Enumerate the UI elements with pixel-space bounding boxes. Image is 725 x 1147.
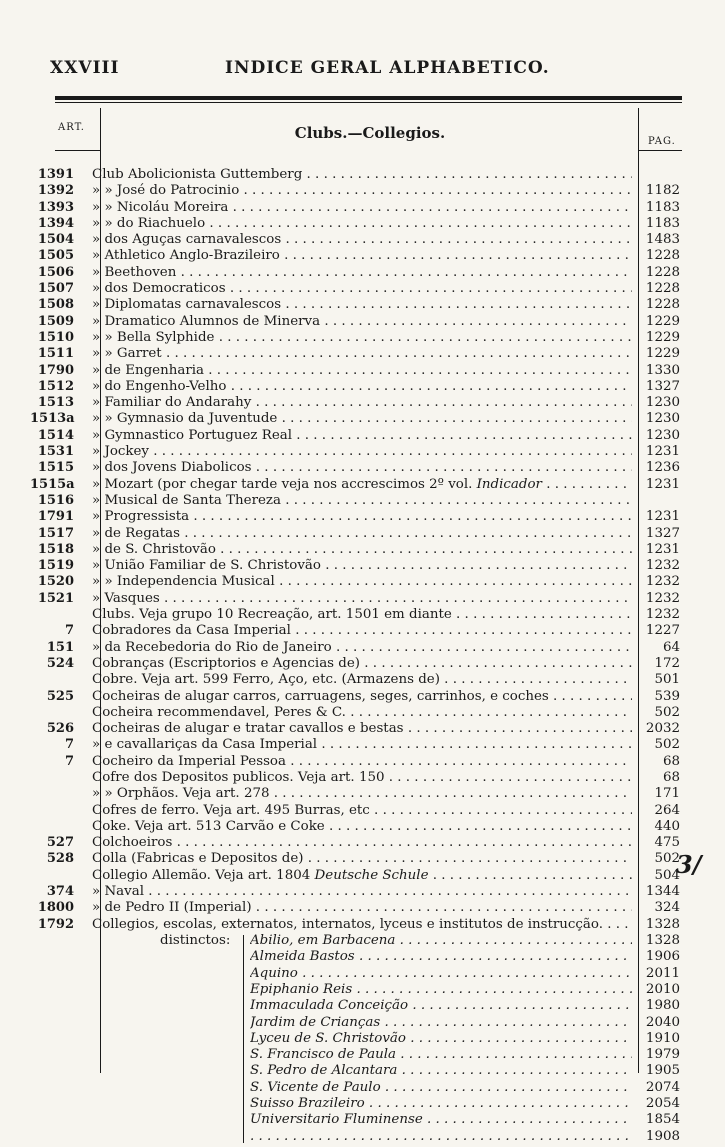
entry-description [92, 803, 632, 819]
article-number: 1515a [30, 476, 75, 492]
article-number: 1508 [37, 297, 74, 313]
entry-description [92, 167, 632, 183]
sub-index-row [0, 1015, 725, 1031]
sub-entry-text: Epiphanio Reis [250, 981, 353, 997]
page-reference: 1230 [645, 395, 680, 411]
entry-text: Cobranças (Escriptorios e Agencias de) [92, 655, 361, 671]
index-row [0, 411, 725, 427]
index-row [0, 721, 725, 737]
index-row [0, 379, 725, 395]
page-reference: 264 [654, 802, 680, 818]
entry-text: Cofres de ferro. Veja art. 495 Burras, etc [92, 802, 370, 818]
sub-entry-description [250, 933, 632, 949]
entry-text: » Mozart (por chegar tarde veja nos accrescimos 2º vol. [92, 476, 477, 492]
entry-text: Cocheira recommendavel, Peres & C. [92, 704, 346, 720]
page-reference: 2010 [645, 981, 680, 997]
entry-text: Clubs. Veja grupo 10 Recreação, art. 1501 em diante [92, 607, 452, 623]
page-reference: 2011 [645, 965, 680, 981]
page-reference: 1231 [645, 476, 680, 492]
page-reference: 1231 [645, 541, 680, 557]
article-number: 1516 [37, 492, 74, 508]
entry-text: » da Recebedoria do Rio de Janeiro [92, 639, 332, 655]
article-number: 151 [46, 639, 74, 655]
entry-text: Cocheiras de alugar e tratar cavallos e bestas [92, 721, 404, 737]
page-reference: 2032 [645, 721, 680, 737]
sub-index-row [0, 1129, 725, 1145]
article-number: 1511 [37, 346, 74, 362]
sub-entry-description [250, 982, 632, 998]
page-reference: 1228 [645, 264, 680, 280]
index-row [0, 851, 725, 867]
entry-description [92, 721, 632, 737]
index-row [0, 607, 725, 623]
page-reference: 1183 [645, 215, 680, 231]
sub-index-row [0, 1047, 725, 1063]
entry-text: Collegios, escolas, externatos, internatos, lyceus e institutos de instrucção. [92, 916, 604, 932]
entry-description [92, 509, 632, 525]
page-reference: 1232 [645, 558, 680, 574]
sub-entry-text: Jardim de Crianças [250, 1014, 381, 1030]
index-row [0, 900, 725, 916]
sub-entry-text: Lyceu de S. Christovão [250, 1030, 406, 1046]
index-row [0, 672, 725, 688]
entry-description [92, 851, 632, 867]
sub-index-row [0, 998, 725, 1014]
page-header [50, 58, 685, 82]
entry-text: » Diplomatas carnavalescos [92, 297, 282, 313]
article-number: 7 [64, 753, 74, 769]
article-number: 1800 [37, 900, 74, 916]
index-row [0, 574, 725, 590]
entry-description [92, 363, 632, 379]
page-reference: 1910 [645, 1030, 680, 1046]
entry-text: » Vasques [92, 590, 160, 606]
page-number: XXVIII [50, 58, 120, 78]
page-reference: 1232 [645, 574, 680, 590]
index-entries [0, 167, 725, 933]
entry-text: » » José do Patrocinio [92, 183, 240, 199]
entry-description [92, 346, 632, 362]
article-number: 526 [46, 721, 74, 737]
sub-entry-description [250, 1096, 632, 1112]
sub-index-row [0, 1031, 725, 1047]
article-number: 1515 [37, 460, 74, 476]
pag-header-rule [638, 150, 682, 151]
entry-description [92, 330, 632, 346]
entry-description [92, 640, 632, 656]
page-reference: 1230 [645, 427, 680, 443]
page-reference: 1231 [645, 509, 680, 525]
sub-entry-description [250, 1047, 632, 1063]
page-reference: 1228 [645, 297, 680, 313]
article-number: 528 [46, 851, 74, 867]
index-row [0, 803, 725, 819]
index-row [0, 477, 725, 493]
page-reference: 1328 [645, 933, 680, 949]
index-row [0, 460, 725, 476]
index-row [0, 281, 725, 297]
page-reference: 1979 [645, 1047, 680, 1063]
section-title: Clubs.—Collegios. [294, 124, 446, 142]
index-row [0, 526, 725, 542]
sub-entry-text: Almeida Bastos [250, 949, 355, 965]
article-number: 1506 [37, 264, 74, 280]
article-number: 374 [46, 884, 74, 900]
index-row [0, 623, 725, 639]
entry-text: » » Orphãos. Veja art. 278 [92, 786, 270, 802]
entry-description [92, 754, 632, 770]
entry-text: Cocheiras de alugar carros, carruagens, seges, carrinhos, e coches [92, 688, 549, 704]
index-row [0, 216, 725, 232]
page-reference: 1227 [645, 623, 680, 639]
article-number: 1531 [37, 444, 74, 460]
article-number: 1514 [37, 427, 74, 443]
article-number: 1394 [37, 215, 74, 231]
index-row [0, 705, 725, 721]
page-reference: 1344 [645, 884, 680, 900]
index-row [0, 444, 725, 460]
entry-text: Coke. Veja art. 513 Carvão e Coke [92, 818, 325, 834]
entry-description [92, 265, 632, 281]
index-row [0, 248, 725, 264]
article-number: 1391 [37, 167, 74, 182]
sub-index-row [0, 1096, 725, 1112]
page-reference: 324 [654, 900, 680, 916]
sub-index-row [0, 1080, 725, 1096]
index-row [0, 689, 725, 705]
entry-text: » Beethoven [92, 264, 177, 280]
entry-description [92, 672, 632, 688]
index-row [0, 509, 725, 525]
page-reference: 2054 [645, 1096, 680, 1112]
entry-text: » de Regatas [92, 525, 181, 541]
entry-description [92, 558, 632, 574]
index-row [0, 868, 725, 884]
sub-entry-description [250, 1015, 632, 1031]
entry-text: » Progressista [92, 509, 190, 525]
sub-index-row [0, 949, 725, 965]
page-reference: 475 [654, 835, 680, 851]
entry-description [92, 819, 632, 835]
page-reference: 502 [654, 737, 680, 753]
sub-entry-description [250, 998, 632, 1014]
entry-text: » União Familiar de S. Christovão [92, 558, 321, 574]
page-reference: 171 [654, 786, 680, 802]
entry-description [92, 297, 632, 313]
entry-text: » » Nicoláu Moreira [92, 199, 229, 215]
entry-text: » dos Jovens Diabolicos [92, 460, 252, 476]
page-reference: 1330 [645, 362, 680, 378]
entry-text: » de S. Christovão [92, 541, 216, 557]
index-row [0, 835, 725, 851]
article-number: 1520 [37, 574, 74, 590]
entry-text: Colchoeiros [92, 835, 173, 851]
index-row [0, 656, 725, 672]
collegios-sub-entries [0, 933, 725, 1145]
entry-italic-text: Indicador [476, 476, 542, 492]
page-reference: 504 [654, 867, 680, 883]
page-reference: 1328 [645, 916, 680, 932]
header-rule [55, 96, 682, 100]
entry-description [92, 591, 632, 607]
sub-index-row [0, 966, 725, 982]
page-reference: 68 [662, 769, 680, 785]
entry-description [92, 884, 632, 900]
sub-index-row [0, 1063, 725, 1079]
entry-description [92, 395, 632, 411]
index-row [0, 493, 725, 509]
sub-entry-text: S. Francisco de Paula [250, 1047, 397, 1063]
index-row [0, 558, 725, 574]
entry-description [92, 493, 632, 509]
index-row [0, 786, 725, 802]
index-row [0, 200, 725, 216]
index-row [0, 297, 725, 313]
entry-description [92, 183, 632, 199]
article-number: 1393 [37, 199, 74, 215]
header-rule-thin [55, 102, 682, 103]
page-reference: 1232 [645, 607, 680, 623]
index-row [0, 770, 725, 786]
entry-description [92, 248, 632, 264]
article-number: 1510 [37, 329, 74, 345]
page-reference: 1908 [645, 1128, 680, 1144]
entry-description [92, 835, 632, 851]
page-reference: 1232 [645, 590, 680, 606]
index-row [0, 265, 725, 281]
index-row [0, 167, 725, 183]
article-number: 1791 [37, 509, 74, 525]
page-reference: 68 [662, 753, 680, 769]
entry-description [92, 281, 632, 297]
entry-text: » Naval [92, 884, 144, 900]
art-column-header: ART. [58, 122, 85, 133]
article-number: 1513a [30, 411, 75, 427]
article-number: 1509 [37, 313, 74, 329]
sub-entry-text: Aquino [250, 965, 298, 981]
distinctos-label: distinctos: [160, 933, 231, 949]
entry-text: Cobre. Veja art. 599 Ferro, Aço, etc. (Armazens de) [92, 672, 440, 688]
entry-text: » » do Riachuelo [92, 215, 206, 231]
sub-index-row [0, 933, 725, 949]
entry-description [92, 411, 632, 427]
entry-description [92, 689, 632, 705]
page-reference: 1228 [645, 248, 680, 264]
entry-italic-text: Deutsche Schule [314, 867, 429, 883]
index-row [0, 884, 725, 900]
entry-description [92, 200, 632, 216]
entry-description [92, 460, 632, 476]
entry-text: Cofre dos Depositos publicos. Veja art. 150 [92, 769, 385, 785]
entry-description [92, 607, 632, 623]
entry-description [92, 477, 632, 493]
entry-description [92, 574, 632, 590]
entry-description [92, 656, 632, 672]
entry-text: Cocheiro da Imperial Pessoa [92, 753, 286, 769]
entry-text: » Gymnastico Portuguez Real [92, 427, 293, 443]
entry-text: » de Pedro II (Imperial) [92, 900, 252, 916]
entry-text: » » Independencia Musical [92, 574, 275, 590]
article-number: 1521 [37, 590, 74, 606]
article-number: 1505 [37, 248, 74, 264]
index-row [0, 330, 725, 346]
page-reference: 1483 [645, 232, 680, 248]
entry-text: Club Abolicionista Guttemberg [92, 167, 303, 182]
entry-text: Cobradores da Casa Imperial [92, 623, 291, 639]
article-number: 1504 [37, 232, 74, 248]
sub-entry-text: Suisso Brazileiro [250, 1096, 365, 1112]
sub-index-row [0, 1112, 725, 1128]
sub-entry-description [250, 1080, 632, 1096]
entry-text: » do Engenho-Velho [92, 378, 227, 394]
entry-description [92, 542, 632, 558]
entry-text: » Musical de Santa Thereza [92, 492, 281, 508]
sub-index-row [0, 982, 725, 998]
index-row [0, 232, 725, 248]
entry-description [92, 786, 632, 802]
page-reference: 1327 [645, 525, 680, 541]
index-row [0, 363, 725, 379]
page-reference: 2074 [645, 1079, 680, 1095]
page-reference: 1228 [645, 281, 680, 297]
index-row [0, 819, 725, 835]
index-row [0, 917, 725, 933]
entry-description [92, 737, 632, 753]
sub-entry-description [250, 1129, 632, 1145]
entry-text: » Athletico Anglo-Brazileiro [92, 248, 280, 264]
entry-text: » » Bella Sylphide [92, 329, 215, 345]
article-number: 1518 [37, 541, 74, 557]
article-number: 1517 [37, 525, 74, 541]
entry-text: » dos Democraticos [92, 281, 226, 297]
index-row [0, 428, 725, 444]
article-number: 1792 [37, 916, 74, 932]
sub-entry-text: S. Vicente de Paulo [250, 1079, 381, 1095]
sub-entry-description [250, 949, 632, 965]
page-reference: 502 [654, 704, 680, 720]
index-row [0, 346, 725, 362]
page-reference: 1327 [645, 378, 680, 394]
entry-description [92, 379, 632, 395]
index-row [0, 542, 725, 558]
index-row [0, 314, 725, 330]
entry-description [92, 216, 632, 232]
page-reference: 1182 [645, 183, 680, 199]
entry-text: Colla (Fabricas e Depositos de) [92, 851, 304, 867]
article-number: 527 [46, 835, 74, 851]
article-number: 7 [64, 737, 74, 753]
article-number: 1513 [37, 395, 74, 411]
sub-entry-description [250, 1063, 632, 1079]
entry-description [92, 623, 632, 639]
index-row [0, 183, 725, 199]
page-reference: 1906 [645, 949, 680, 965]
page-reference: 501 [654, 672, 680, 688]
page-reference: 1854 [645, 1112, 680, 1128]
page-title: INDICE GERAL ALPHABETICO. [225, 58, 550, 78]
index-row [0, 395, 725, 411]
entry-description [92, 770, 632, 786]
sub-entry-description [250, 1112, 632, 1128]
entry-text: » » Garret [92, 346, 162, 362]
article-number: 1519 [37, 558, 74, 574]
page-reference: 2040 [645, 1014, 680, 1030]
entry-text: » Jockey [92, 444, 149, 460]
page-reference: 1229 [645, 313, 680, 329]
entry-description [92, 705, 632, 721]
index-row [0, 591, 725, 607]
index-row [0, 737, 725, 753]
sub-entry-text: Immaculada Conceição [250, 998, 409, 1014]
article-number: 1512 [37, 378, 74, 394]
page-reference: 1980 [645, 998, 680, 1014]
page-reference: 1183 [645, 199, 680, 215]
entry-description [92, 526, 632, 542]
article-number: 1507 [37, 281, 74, 297]
entry-text: » » Gymnasio da Juventude [92, 411, 278, 427]
article-number: 1392 [37, 183, 74, 199]
page-reference: 502 [654, 851, 680, 867]
article-number: 7 [64, 623, 74, 639]
page-reference: 1905 [645, 1063, 680, 1079]
entry-description [92, 444, 632, 460]
index-row [0, 640, 725, 656]
index-row [0, 754, 725, 770]
entry-text: » Dramatico Alumnos de Minerva [92, 313, 321, 329]
page-reference: 1230 [645, 411, 680, 427]
page-reference: 1236 [645, 460, 680, 476]
page-reference: 1229 [645, 346, 680, 362]
entry-description [92, 900, 632, 916]
page-reference: 539 [654, 688, 680, 704]
entry-description [92, 232, 632, 248]
sub-entry-description [250, 966, 632, 982]
entry-text: » dos Aguças carnavalescos [92, 232, 282, 248]
page-reference: 1229 [645, 329, 680, 345]
entry-text: » de Engenharia [92, 362, 204, 378]
article-number: 1790 [37, 362, 74, 378]
article-number: 525 [46, 688, 74, 704]
sub-entry-text: Universitario Fluminense [250, 1112, 423, 1128]
sub-entry-text: S. Pedro de Alcantara [250, 1063, 398, 1079]
entry-text: » Familiar do Andarahy [92, 395, 252, 411]
page-reference: 1231 [645, 444, 680, 460]
handwritten-margin-note: 3/ [676, 850, 702, 879]
page-reference: 64 [662, 639, 680, 655]
page-reference: 440 [654, 818, 680, 834]
art-header-rule [55, 150, 100, 151]
entry-text: Collegio Allemão. Veja art. 1804 [92, 867, 315, 883]
entry-text: » e cavallariças da Casa Imperial [92, 737, 318, 753]
sub-entry-description [250, 1031, 632, 1047]
sub-entry-text: Abilio, em Barbacena [250, 933, 396, 949]
entry-description [92, 868, 632, 884]
entry-description [92, 428, 632, 444]
page-reference: 172 [654, 655, 680, 671]
entry-description [92, 314, 632, 330]
article-number: 524 [46, 655, 74, 671]
pag-column-header: PAG. [648, 136, 676, 147]
entry-description [92, 917, 632, 933]
